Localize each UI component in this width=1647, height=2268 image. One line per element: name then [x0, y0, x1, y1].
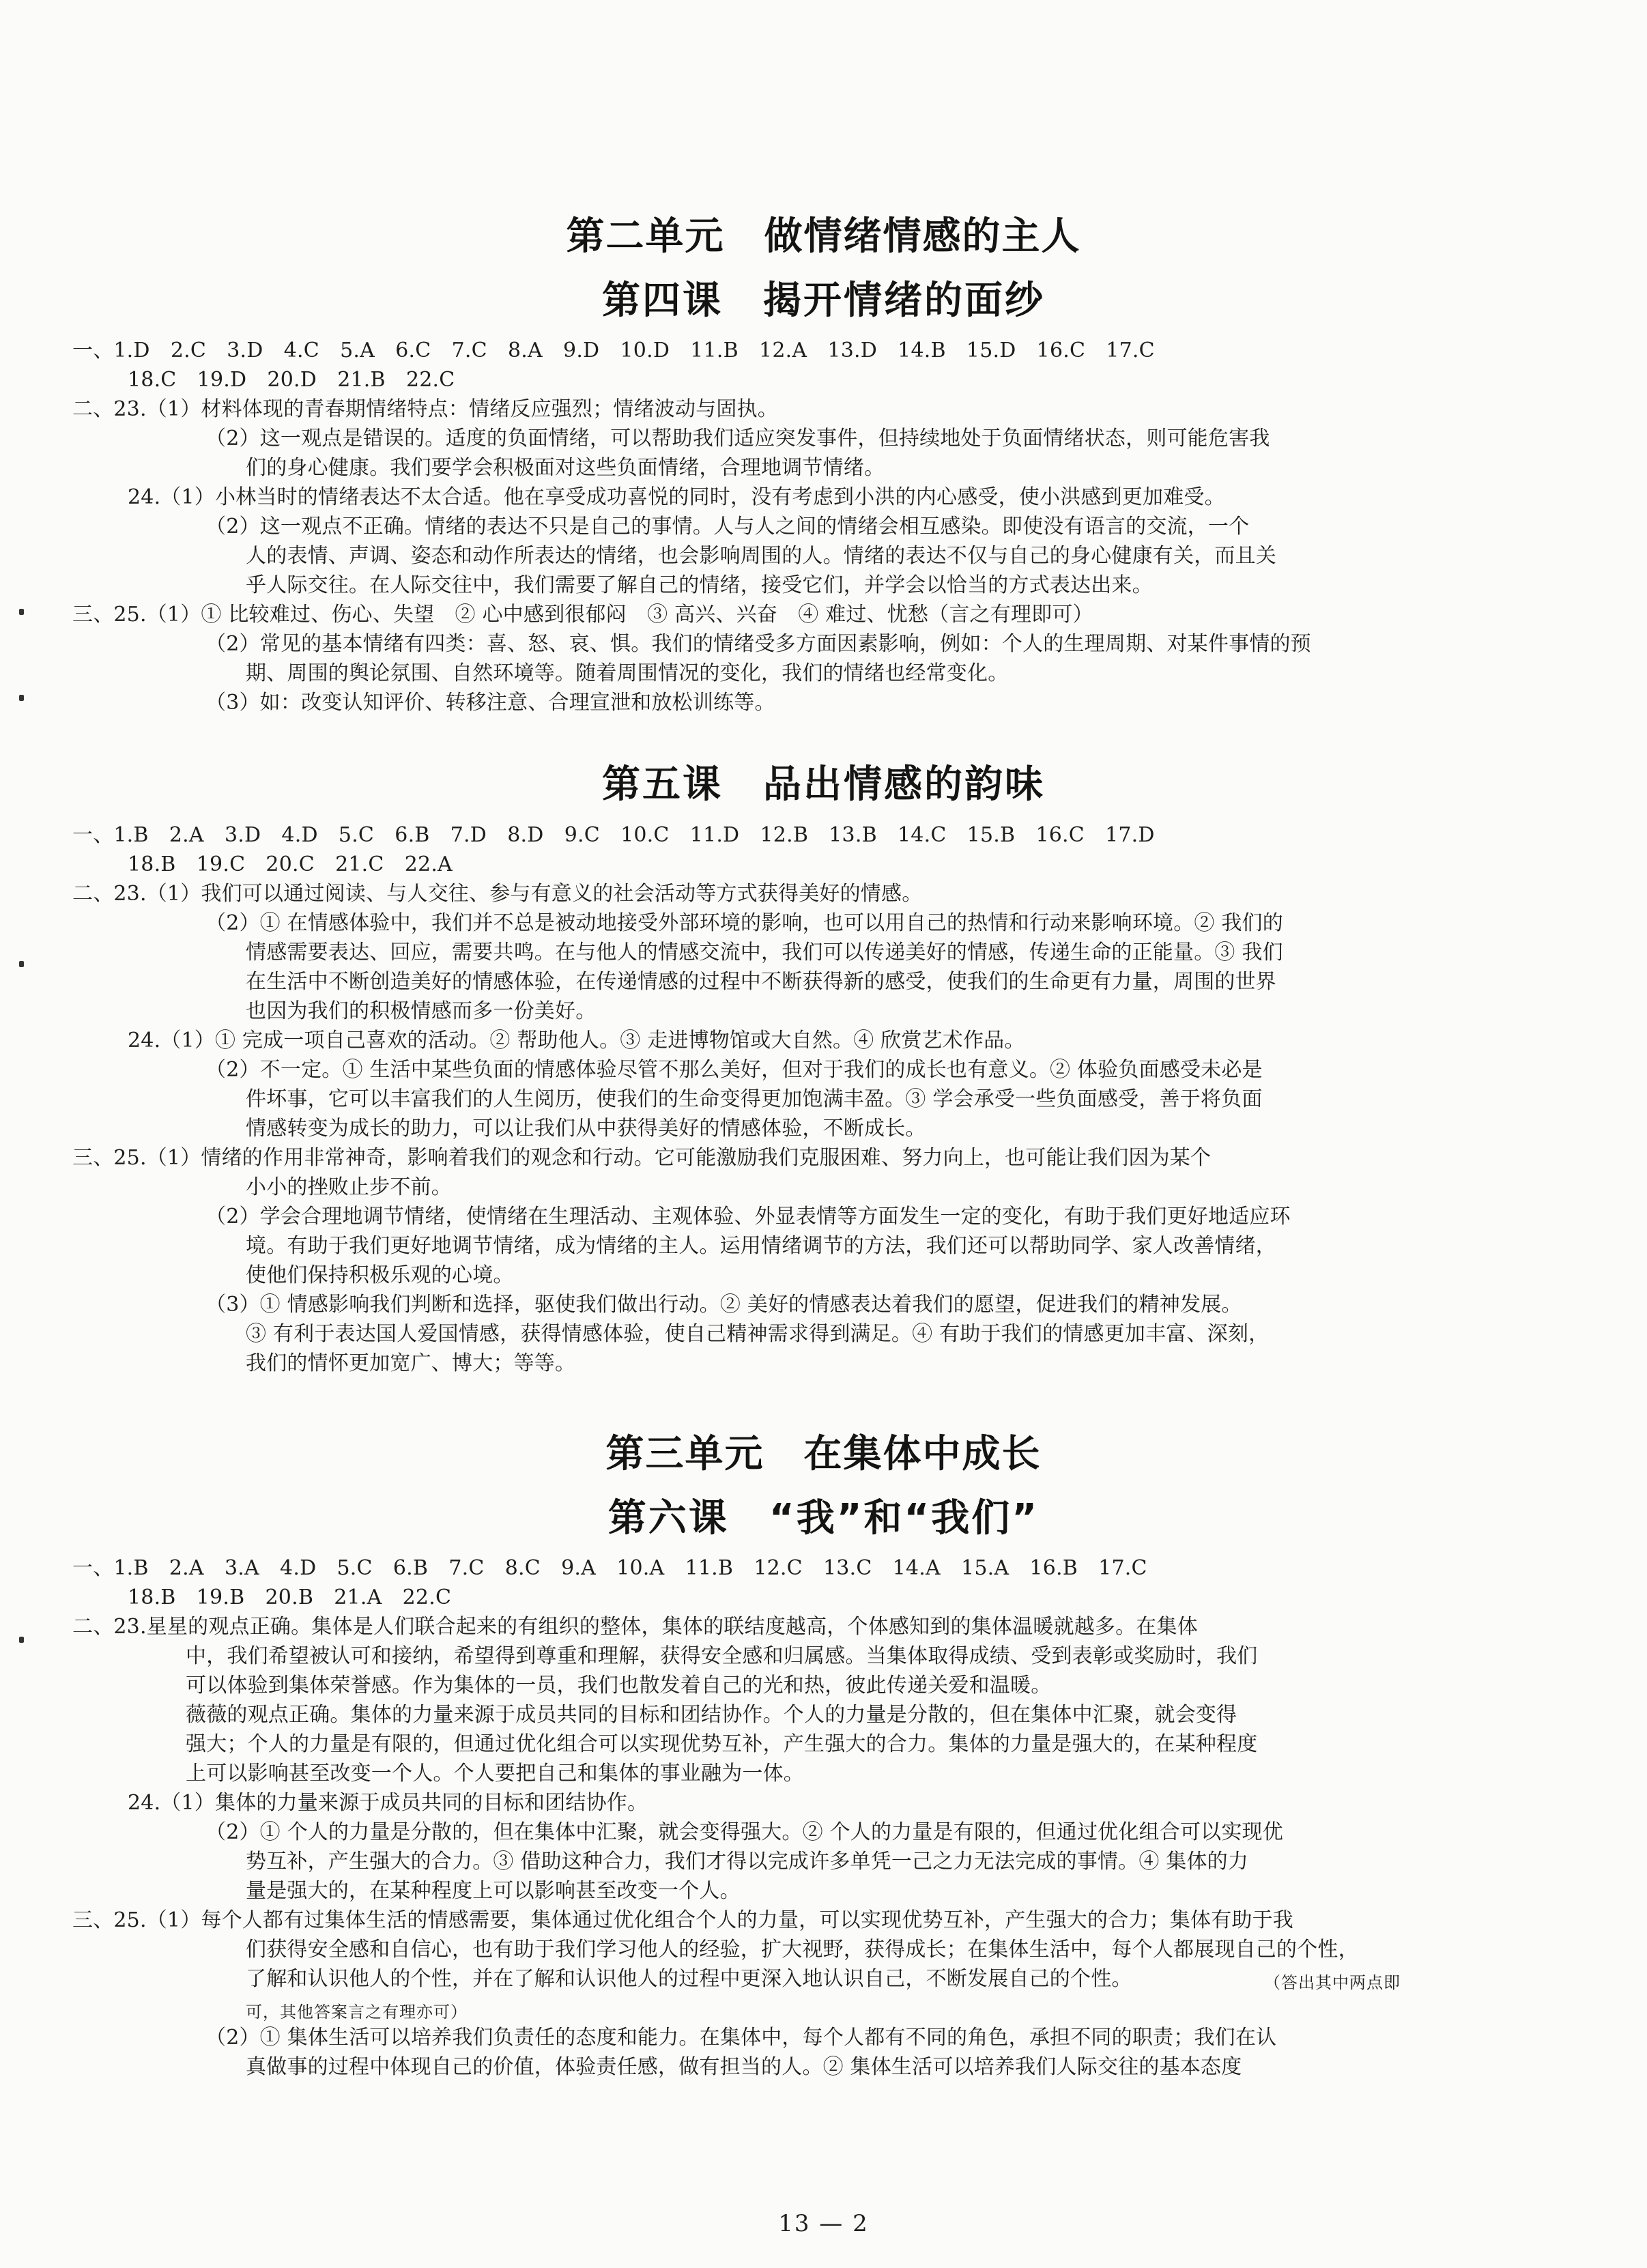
answer-line: 一、1.D 2.C 3.D 4.C 5.A 6.C 7.C 8.A 9.D 10.D 11.B 12.A 13.D 14.B 15.D 16.C 17.C [72, 339, 1155, 362]
answer-line: 人的表情、声调、姿态和动作所表达的情绪，也会影响周围的人。情绪的表达不仅与自己的身心健康有关，而且关 [246, 544, 1276, 568]
answer-line: 上可以影响甚至改变一个人。个人要把自己和集体的事业融为一体。 [186, 1762, 804, 1785]
answer-line: 势互补，产生强大的合力。③ 借助这种合力，我们才得以完成许多单凭一己之力无法完成的事情。④ 集体的力 [246, 1850, 1249, 1874]
answer-line: 二、23.（1）我们可以通过阅读、与人交往、参与有意义的社会活动等方式获得美好的情感。 [72, 882, 923, 906]
answer-line: 18.B 19.B 20.B 21.A 22.C [128, 1585, 452, 1609]
answer-line: 境。有助于我们更好地调节情绪，成为情绪的主人。运用情绪调节的方法，我们还可以帮助同学、家人改善情绪， [246, 1234, 1276, 1258]
answer-line: 我们的情怀更加宽广、博大；等等。 [246, 1351, 576, 1375]
answer-line: 一、1.B 2.A 3.A 4.D 5.C 6.B 7.C 8.C 9.A 10.A 11.B 12.C 13.C 14.A 15.A 16.B 17.C [72, 1556, 1147, 1580]
answer-line: （2）① 集体生活可以培养我们负责任的态度和能力。在集体中，每个人都有不同的角色，承担不同的职责；我们在认 [205, 2026, 1277, 2050]
answer-line: 二、23.星星的观点正确。集体是人们联合起来的有组织的整体，集体的联结度越高，个体感知到的集体温暖就越多。在集体 [72, 1615, 1198, 1639]
answer-line: 情感转变为成长的助力，可以让我们从中获得美好的情感体验，不断成长。 [246, 1117, 926, 1140]
lesson-title: 第六课 “我”和“我们” [607, 1496, 1040, 1540]
answer-line: 二、23.（1）材料体现的青春期情绪特点：情绪反应强烈；情绪波动与固执。 [72, 397, 778, 421]
answer-line: （2）学会合理地调节情绪，使情绪在生理活动、主观体验、外显表情等方面发生一定的变化，有助于我们更好地适应环 [205, 1205, 1291, 1229]
answer-line: ③ 有利于表达国人爱国情感，获得情感体验，使自己精神需求得到满足。④ 有助于我们的情感更加丰富、深刻， [246, 1322, 1270, 1346]
answer-line: 三、25.（1）① 比较难过、伤心、失望 ② 心中感到很郁闷 ③ 高兴、兴奋 ④ 难过、忧愁（言之有理即可） [72, 603, 1093, 627]
answer-line: 一、1.B 2.A 3.D 4.D 5.C 6.B 7.D 8.D 9.C 10.C 11.D 12.B 13.B 14.C 15.B 16.C 17.D [72, 823, 1155, 847]
answer-line: 件坏事，它可以丰富我们的人生阅历，使我们的生命变得更加饱满丰盈。③ 学会承受一些负面感受，善于将负面 [246, 1087, 1263, 1111]
binding-mark [19, 961, 24, 967]
lesson-title: 第四课 揭开情绪的面纱 [602, 278, 1045, 323]
answer-line: 中，我们希望被认可和接纳，希望得到尊重和理解，获得安全感和归属感。当集体取得成绩、受到表彰或奖励时，我们 [186, 1644, 1258, 1668]
answer-line: 量是强大的，在某种程度上可以影响甚至改变一个人。 [246, 1879, 741, 1903]
answer-line: 情感需要表达、回应，需要共鸣。在与他人的情感交流中，我们可以传递美好的情感，传递生命的正能量。③ 我们 [246, 941, 1283, 964]
binding-mark [19, 609, 24, 615]
answer-line: 了解和认识他人的个性，并在了解和认识他人的过程中更深入地认识自己，不断发展自己的个性。 [246, 1967, 1132, 1991]
answer-line: 三、25.（1）每个人都有过集体生活的情感需要，集体通过优化组合个人的力量，可以实现优势互补，产生强大的合力；集体有助于我 [72, 1908, 1293, 1932]
answer-line: （2）① 个人的力量是分散的，但在集体中汇聚，就会变得强大。② 个人的力量是有限的，但通过优化组合可以实现优 [205, 1820, 1283, 1844]
binding-mark [19, 695, 24, 701]
answer-line: 使他们保持积极乐观的心境。 [246, 1263, 514, 1287]
answer-line: 也因为我们的积极情感而多一份美好。 [246, 999, 597, 1023]
answer-line: 24.（1）① 完成一项自己喜欢的活动。② 帮助他人。③ 走进博物馆或大自然。④ 欣赏艺术作品。 [128, 1029, 1025, 1052]
answer-line: 真做事的过程中体现自己的价值，体验责任感，做有担当的人。② 集体生活可以培养我们人际交往的基本态度 [246, 2055, 1242, 2079]
answer-line: 24.（1）集体的力量来源于成员共同的目标和团结协作。 [128, 1791, 648, 1815]
answer-line: （2）这一观点是错误的。适度的负面情绪，可以帮助我们适应突发事件，但持续地处于负面情绪状态，则可能危害我 [205, 427, 1270, 450]
page-number: 13 — 2 [778, 2210, 869, 2237]
unit-title: 第三单元 在集体中成长 [605, 1432, 1042, 1476]
lesson-title: 第五课 品出情感的韵味 [602, 762, 1045, 807]
answer-line: 18.C 19.D 20.D 21.B 22.C [128, 368, 455, 392]
answer-line: （2）① 在情感体验中，我们并不总是被动地接受外部环境的影响，也可以用自己的热情和行动来影响环境。② 我们的 [205, 911, 1283, 935]
answer-line: 乎人际交往。在人际交往中，我们需要了解自己的情绪，接受它们，并学会以恰当的方式表达出来。 [246, 573, 1153, 597]
answer-line: 们的身心健康。我们要学会积极面对这些负面情绪，合理地调节情绪。 [246, 456, 885, 480]
answer-line: （2）这一观点不正确。情绪的表达不只是自己的事情。人与人之间的情绪会相互感染。即使没有语言的交流，一个 [205, 515, 1250, 539]
answer-note: 可，其他答案言之有理亦可） [246, 2003, 468, 2022]
answer-line: 小小的挫败止步不前。 [246, 1175, 452, 1199]
answer-line: （3）① 情感影响我们判断和选择，驱使我们做出行动。② 美好的情感表达着我们的愿望，促进我们的精神发展。 [205, 1293, 1242, 1317]
answer-line: 18.B 19.C 20.C 21.C 22.A [128, 852, 453, 876]
answer-line: 在生活中不断创造美好的情感体验，在传递情感的过程中不断获得新的感受，使我们的生命更有力量，周围的世界 [246, 970, 1276, 994]
answer-note: （答出其中两点即 [1264, 1973, 1401, 1992]
binding-mark [19, 1637, 24, 1643]
answer-line: （2）常见的基本情绪有四类：喜、怒、哀、惧。我们的情绪受多方面因素影响，例如：个人的生理周期、对某件事情的预 [205, 632, 1311, 656]
unit-title: 第二单元 做情绪情感的主人 [566, 214, 1081, 259]
answer-line: 期、周围的舆论氛围、自然环境等。随着周围情况的变化，我们的情绪也经常变化。 [246, 661, 1009, 685]
answer-line: 们获得安全感和自信心，也有助于我们学习他人的经验，扩大视野，获得成长；在集体生活中，每个人都展现自己的个性， [246, 1938, 1359, 1962]
answer-line: 强大；个人的力量是有限的，但通过优化组合可以实现优势互补，产生强大的合力。集体的力量是强大的，在某种程度 [186, 1732, 1258, 1756]
answer-line: （3）如：改变认知评价、转移注意、合理宣泄和放松训练等。 [205, 691, 775, 715]
answer-line: 薇薇的观点正确。集体的力量来源于成员共同的目标和团结协作。个人的力量是分散的，但在集体中汇聚，就会变得 [186, 1703, 1237, 1727]
answer-line: 三、25.（1）情绪的作用非常神奇，影响着我们的观念和行动。它可能激励我们克服困难、努力向上，也可能让我们因为某个 [72, 1146, 1212, 1170]
answer-line: 24.（1）小林当时的情绪表达不太合适。他在享受成功喜悦的同时，没有考虑到小洪的内心感受，使小洪感到更加难受。 [128, 485, 1225, 509]
answer-line: 可以体验到集体荣誉感。作为集体的一员，我们也散发着自己的光和热，彼此传递关爱和温暖。 [186, 1674, 1052, 1697]
answer-line: （2）不一定。① 生活中某些负面的情感体验尽管不那么美好，但对于我们的成长也有意义。② 体验负面感受未必是 [205, 1058, 1263, 1082]
